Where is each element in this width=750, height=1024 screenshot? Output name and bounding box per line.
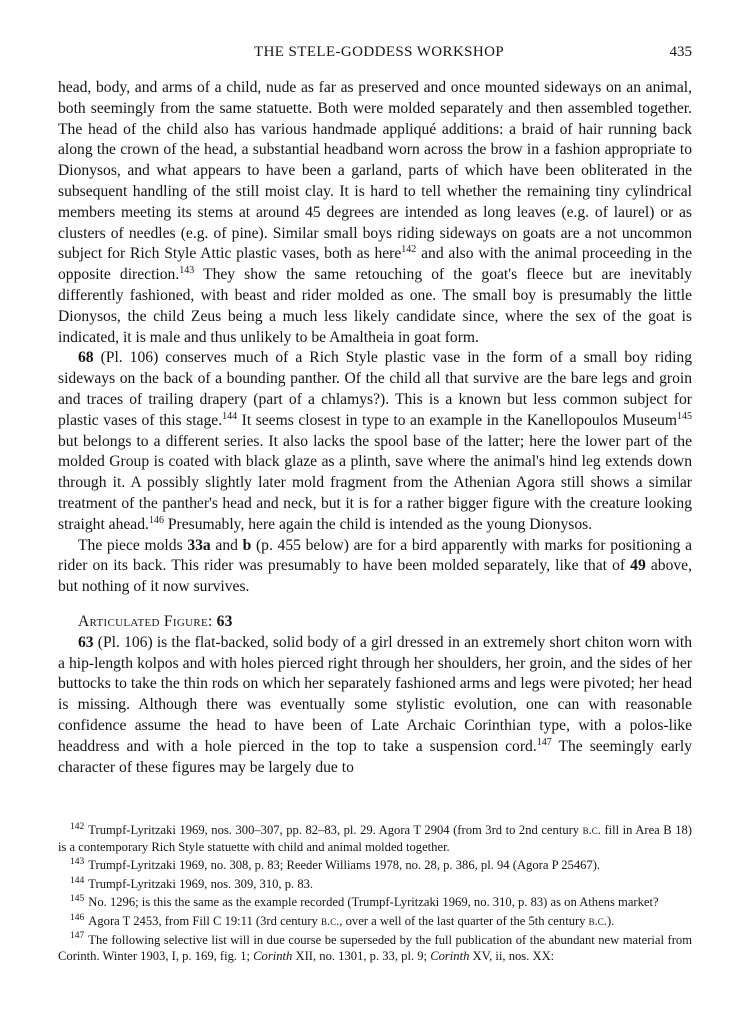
page-number: 435 — [669, 44, 692, 60]
catalogue-number-49: 49 — [630, 557, 646, 575]
running-head: THE STELE-GODDESS WORKSHOP — [254, 44, 505, 60]
paragraph-catalogue-68: 68 (Pl. 106) conserves much of a Rich Style plastic vase in the form of a small boy riding sideways on the back of a bounding panther. Of the child all that survive are the bare legs and groin and traces of trailing drapery (part of a chlamys?). This is a known but less common subject for plastic vases of this stage.$^{144}$ It seems closest in type to an example in the Kanellopoulos Museum$^{145}$ but belongs to a different series. It also lacks the spool base of the latter; here the lower part of the molded Group is coated with black glaze as a plinth, save where the animal's hind leg extends down through it. A possibly slightly later mold fragment from the Athenian Agora still shows a similar treatment of the panther's head and neck, but it is for a rather bigger figure with the creature looking straight ahead.$^{146}$ Presumably, here again the child is intended as the young Dionysos. — [58, 349, 692, 533]
footnote-146: $^{146}$ Agora T 2453, from Fill C 19:11 (3rd century b.c., over a well of the last quarter of the 5th century b.c.). — [70, 912, 615, 928]
catalogue-number-68: 68 — [78, 349, 94, 367]
paragraph-catalogue-63: 63 (Pl. 106) is the flat-backed, solid body of a girl dressed in an extremely short chiton worn with a hip-length kolpos and with holes pierced right through her shoulders, her groin, and the sides of her buttocks to take the thin rods on which her separately fashioned arms and legs were pivoted; her head is missing. Although there was eventually some stylistic evolution, one can with reasonable confidence assume the head to have been of Late Archaic Corinthian type, with a polos-like headdress and with a hole pierced in the top to take a suspension cord.$^{147}$ The seemingly early character of these figures may be largely due to — [58, 633, 692, 776]
footnotes — [58, 822, 692, 965]
footnote-ref-144[interactable]: 144 — [222, 410, 238, 422]
catalogue-number-63: 63 — [78, 633, 94, 651]
footnote-145: $^{145}$ No. 1296; is this the same as the example recorded (Trumpf-Lyritzaki 1969, no. 310, p. 83) as on Athens market? — [70, 894, 659, 910]
main-text — [58, 78, 692, 778]
page-header — [58, 44, 692, 64]
footnote-142: $^{142}$ Trumpf-Lyritzaki 1969, nos. 300–307, pp. 82–83, pl. 29. Agora T 2904 (from 3rd to 2nd century b.c. fill in Area B 18) is a contemporary Rich Style statuette with child and animal molded together. — [58, 821, 692, 854]
footnote-ref-147[interactable]: 147 — [536, 736, 552, 748]
footnote-147: $^{147}$ The following selective list will in due course be superseded by the full publication of the abundant new material from Corinth. Winter 1903, I, p. 169, fig. 1; Corinth XII, no. 1301, p. 33, pl. 9; Corinth XV, ii, nos. XX: — [58, 931, 692, 964]
footnote-143: $^{143}$ Trumpf-Lyritzaki 1969, no. 308, p. 83; Reeder Williams 1978, no. 28, p. 386, pl. 94 (Agora P 25467). — [70, 857, 601, 873]
footnote-ref-142[interactable]: 142 — [401, 244, 417, 256]
catalogue-number-33a: 33a — [187, 536, 211, 554]
catalogue-number-b: b — [242, 536, 252, 554]
footnote-ref-145[interactable]: 145 — [676, 410, 692, 422]
paragraph-bird-molds: The piece molds 33a and b (p. 455 below) are for a bird apparently with marks for positioning a rider on its back. This rider was presumably to have been molded separately, like that of 49 above, but nothing of it now survives. — [58, 536, 692, 596]
section-heading-articulated-figure: Articulated Figure: 63 — [78, 612, 233, 630]
footnote-ref-146[interactable]: 146 — [148, 514, 164, 526]
footnote-144: $^{144}$ Trumpf-Lyritzaki 1969, nos. 309, 310, p. 83. — [70, 875, 314, 891]
paragraph-child-on-goat: head, body, and arms of a child, nude as far as preserved and once mounted sideways on an animal, both seemingly from the same statuette. Both were molded separately and then assembled together. The head of the child also has various handmade appliqué additions: a braid of hair running back along the crown of the head, a substantial headband worn across the brow in a fashion appropriate to Dionysos, and what appears to have been a garland, parts of which have been obliterated in the subsequent handling of the still moist clay. It is hard to tell whether the remaining tiny cylindrical members meeting its stems at around 45 degrees are intended as long leaves (e.g. of laurel) or as clusters of needles (e.g. of pine). Similar small boys riding sideways on goats are a not uncommon subject for Rich Style Attic plastic vases, both as here$^{142}$ and also with the animal proceeding in the opposite direction.$^{143}$ They show the same retouching of the goat's fleece but are inevitably differently fashioned, with beast and rider molded as one. The small boy is presumably the little Dionysos, the child Zeus being a much less likely candidate since, where the sex of the goat is indicated, it is male and thus unlikely to be Amaltheia in goat form. — [58, 79, 692, 346]
footnote-ref-143[interactable]: 143 — [179, 264, 195, 276]
